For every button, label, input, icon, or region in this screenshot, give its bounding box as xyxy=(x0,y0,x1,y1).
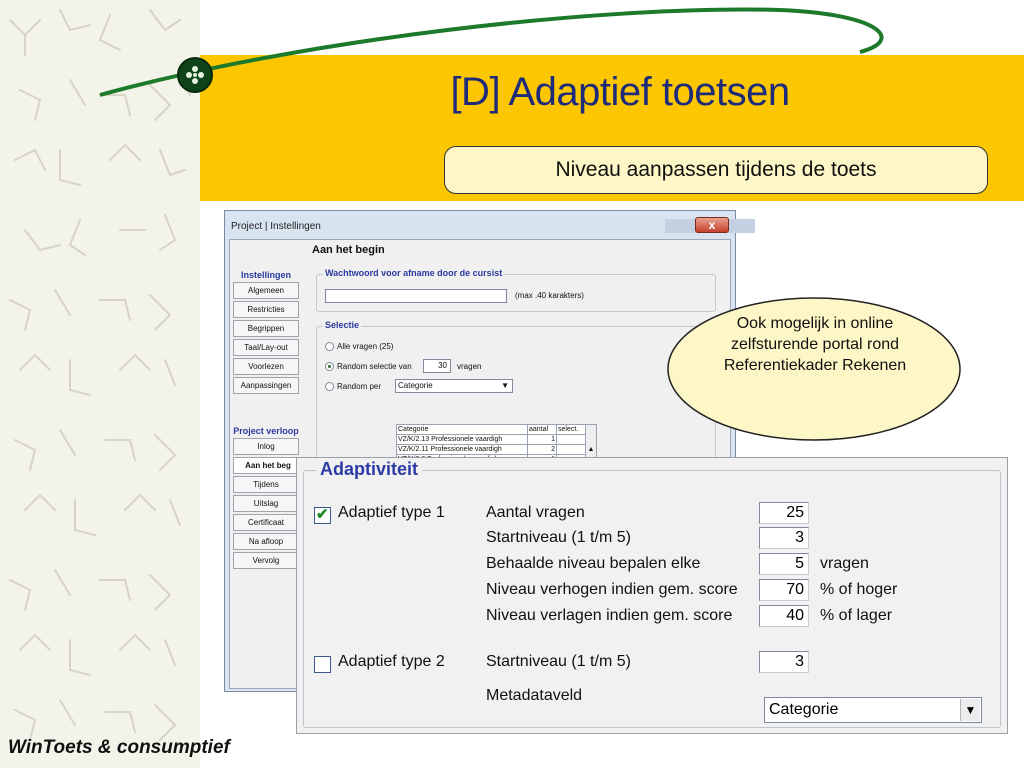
verhogen-unit: % of hoger xyxy=(820,581,898,598)
adaptiviteit-panel xyxy=(296,457,1008,734)
verhogen-input[interactable]: 70 xyxy=(759,579,809,601)
nav-item-restricties[interactable]: Restricties xyxy=(233,301,299,318)
grid-header: select. xyxy=(557,425,586,435)
password-input[interactable] xyxy=(325,289,507,303)
aantal-vragen-input[interactable]: 25 xyxy=(759,502,809,524)
type2-checkbox[interactable] xyxy=(314,656,331,673)
nav-item-voorlezen[interactable]: Voorlezen xyxy=(233,358,299,375)
chevron-down-icon: ▼ xyxy=(501,381,509,390)
grid-cell: 1 xyxy=(528,435,557,445)
random-count-input[interactable]: 30 xyxy=(423,359,451,373)
startniveau-input[interactable]: 3 xyxy=(759,527,809,549)
password-group-label: Wachtwoord voor afname door de cursist xyxy=(325,268,503,278)
nav-heading-instellingen: Instellingen xyxy=(240,270,291,280)
metadataveld-select[interactable] xyxy=(764,697,982,723)
row-label-behaalde-niveau: Behaalde niveau bepalen elke xyxy=(486,555,701,572)
random-suffix: vragen xyxy=(457,362,482,371)
type2-startniveau-label: Startniveau (1 t/m 5) xyxy=(486,653,631,670)
grid-cell[interactable] xyxy=(557,445,586,455)
password-group xyxy=(316,268,716,312)
nav-item-begrippen[interactable]: Begrippen xyxy=(233,320,299,337)
window-title: Project | Instellingen xyxy=(231,221,321,232)
nav-item-certificaat[interactable]: Certificaat xyxy=(233,514,299,531)
adaptiviteit-frame xyxy=(303,459,1001,728)
grid-header: Categorie xyxy=(397,425,528,435)
grid-cell: VZ/K/2.13 Professionele vaardigh xyxy=(397,435,528,445)
per-category-select[interactable] xyxy=(395,379,513,393)
checkmark-icon: ✔ xyxy=(316,506,329,523)
slide-title: [D] Adaptief toetsen xyxy=(450,70,790,114)
row-label-startniveau: Startniveau (1 t/m 5) xyxy=(486,529,631,546)
settings-nav xyxy=(230,264,302,571)
metadataveld-value: Categorie xyxy=(769,701,839,718)
nav-item-taal-layout[interactable]: Taal/Lay-out xyxy=(233,339,299,356)
table-row[interactable] xyxy=(397,445,597,455)
nav-item-na-afloop[interactable]: Na afloop xyxy=(233,533,299,550)
nav-heading-project-verloop: Project verloop xyxy=(233,426,299,436)
selection-group-label: Selectie xyxy=(325,320,360,330)
metadataveld-label: Metadataveld xyxy=(486,687,583,704)
per-category-value: Categorie xyxy=(398,381,433,390)
grid-header: aantal xyxy=(528,425,557,435)
grid-cell[interactable] xyxy=(557,435,586,445)
radio-random-per[interactable] xyxy=(325,382,334,391)
adaptiviteit-label: Adaptiviteit xyxy=(316,459,422,480)
behaalde-niveau-input[interactable]: 5 xyxy=(759,553,809,575)
radio-random-label: Random selectie van xyxy=(337,362,412,371)
type2-startniveau-input[interactable]: 3 xyxy=(759,651,809,673)
verlagen-unit: % of lager xyxy=(820,607,893,624)
nav-item-algemeen[interactable]: Algemeen xyxy=(233,282,299,299)
row-label-aantal-vragen: Aantal vragen xyxy=(486,504,585,521)
nav-item-inlog[interactable]: Inlog xyxy=(233,438,299,455)
type1-label: Adaptief type 1 xyxy=(338,504,445,521)
verlagen-input[interactable]: 40 xyxy=(759,605,809,627)
table-row[interactable] xyxy=(397,435,597,445)
panel-heading: Aan het begin xyxy=(312,244,385,256)
nav-item-aan-het-begin[interactable]: Aan het beg xyxy=(233,457,302,474)
row-label-verlagen: Niveau verlagen indien gem. score xyxy=(486,607,733,624)
nav-item-aanpassingen[interactable]: Aanpassingen xyxy=(233,377,299,394)
password-hint: (max .40 karakters) xyxy=(515,291,584,300)
behaalde-niveau-unit: vragen xyxy=(820,555,869,572)
type2-label: Adaptief type 2 xyxy=(338,653,445,670)
grid-scrollbar[interactable]: ▲ xyxy=(586,425,597,475)
nav-item-tijdens[interactable]: Tijdens xyxy=(233,476,299,493)
row-label-verhogen: Niveau verhogen indien gem. score xyxy=(486,581,738,598)
grid-header-row xyxy=(397,425,597,435)
callout-text: Ook mogelijk in online zelfsturende portal rond Referentiekader Rekenen xyxy=(723,315,907,374)
chevron-down-icon[interactable]: ▼ xyxy=(960,699,980,721)
nav-item-uitslag[interactable]: Uitslag xyxy=(233,495,299,512)
type1-checkbox[interactable] xyxy=(314,507,331,524)
footer-text: WinToets & consumptief xyxy=(8,737,230,758)
grid-cell: 2 xyxy=(528,445,557,455)
radio-all-questions[interactable] xyxy=(325,342,334,351)
subtitle-box: Niveau aanpassen tijdens de toets xyxy=(444,146,988,194)
nav-item-vervolg[interactable]: Vervolg xyxy=(233,552,299,569)
radio-random-per-label: Random per xyxy=(337,382,382,391)
grid-cell: VZ/K/2.11 Professionele vaardigh xyxy=(397,445,528,455)
close-button[interactable]: x xyxy=(695,217,729,233)
radio-random-selection[interactable] xyxy=(325,362,334,371)
radio-all-label: Alle vragen (25) xyxy=(337,342,394,351)
